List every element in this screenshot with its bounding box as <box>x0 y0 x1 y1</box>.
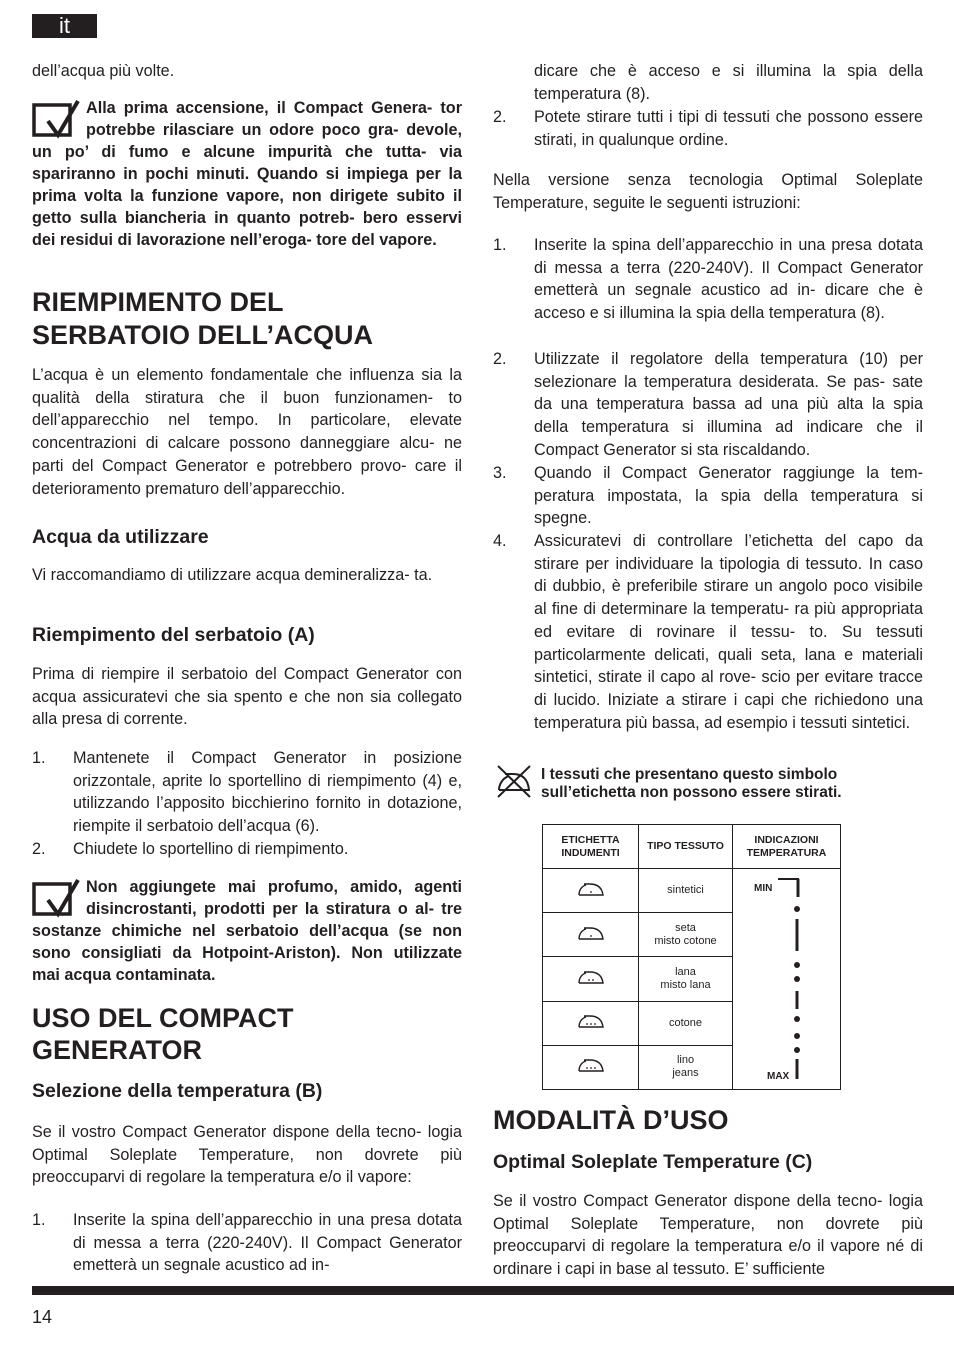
paragraph-prima-riempire: Prima di riempire il serbatoio del Compact Generator con acqua assicuratevi che sia spento e che non sia collegato alla presa di corrente. <box>32 665 462 729</box>
list-number: 4. <box>493 532 507 550</box>
table-row <box>543 869 841 913</box>
list-item <box>32 1209 462 1277</box>
tipo-cell <box>639 1045 733 1089</box>
footer-bar <box>32 1286 954 1295</box>
tipo-text: lana <box>675 965 696 978</box>
no-iron-notice-text: I tessuti che presentano questo simbolo sull’etichetta non possono essere stirati. <box>541 766 842 801</box>
paragraph-senza: Nella versione senza tecnologia Optimal Soleplate Temperature, seguite le seguenti istruzioni: <box>493 171 923 212</box>
iron-two-dots-icon <box>577 969 605 985</box>
checkmark-note-icon <box>32 876 82 920</box>
note-first-use-text: Alla prima accensione, il Compact Genera- tor potrebbe rilasciare un odore poco gra- devole, un po’ di fumo e alcune impurità che tutta- via spariranno in pochi minuti. Quando si impiega per la prima volta la funzione vapore, non dirigete subito il getto sulla biancheria in quanto potreb- bero esservi dei residui di lavorazione nell’eroga- tore del vapore. <box>32 99 462 249</box>
tipo-text: sintetici <box>667 884 704 897</box>
heading-selezione: Selezione della temperatura (B) <box>32 1080 323 1102</box>
max-label: MAX <box>767 1071 790 1082</box>
list-number: 1. <box>493 236 507 254</box>
heading-uso-line2: GENERATOR <box>32 1035 203 1065</box>
header-etichetta: ETICHETTA INDUMENTI <box>543 825 639 869</box>
iron-label-cell <box>543 913 639 957</box>
list-text: Potete stirare tutti i tipi di tessuti che possono essere stirati, in qualunque ordine. <box>534 108 923 149</box>
paragraph-optimal: Se il vostro Compact Generator dispone della tecno- logia Optimal Soleplate Temperature, non dovrete più preoccuparvi di regolare la temperatura e/o il vapore: <box>32 1123 462 1187</box>
header-indicazioni: INDICAZIONI TEMPERATURA <box>733 825 841 869</box>
heading-riempimento-line1: RIEMPIMENTO DEL <box>32 287 284 317</box>
list-text: Utilizzate il regolatore della temperatura (10) per selezionare la temperatura desiderata. Se pas- sate da una temperatura bassa ad una più alta la spia della temperatura si illumina ad indicare che il Compact Generator si sta riscaldando. <box>534 350 923 459</box>
iron-label-cell <box>543 957 639 1001</box>
language-tab: it <box>32 14 97 38</box>
page-number: 14 <box>32 1307 53 1327</box>
iron-three-dots-icon <box>577 1013 605 1029</box>
list-text: Inserite la spina dell’apparecchio in una presa dotata di messa a terra (220-240V). Il Compact Generator emetterà un segnale acustico ad in- dicare che è acceso e si illumina la spia della temperatura (8). <box>534 236 923 323</box>
min-label: MIN <box>754 883 773 894</box>
list-text: Assicuratevi di controllare l’etichetta del capo da stirare per individuare la tipologia di tessuto. In caso di dubbio, è preferibile stirare un angolo poco visibile al fine di determinare la temperatu- ra più appropriata ed evitare di rovinare il tessu- to. Su tessuti particolarmente delicati, quali seta, lana e materiali sintetici, stirate il capo al rove- scio per evitare tracce di lucido. Iniziate a stirare i capi che richiedono una temperatura più bassa, ad esempio i tessuti sintetici. <box>534 532 923 732</box>
list-item <box>32 747 462 838</box>
list-number: 2. <box>32 840 46 858</box>
tipo-cell <box>639 869 733 913</box>
heading-acqua-utilizzare: Acqua da utilizzare <box>32 526 209 548</box>
iron-label-cell <box>543 1045 639 1089</box>
heading-uso-line1: USO DEL COMPACT <box>32 1003 294 1033</box>
note-additives-text: Non aggiungete mai profumo, amido, agenti disincrostanti, prodotti per la stiratura o al- tre sostanze chimiche nel serbatoio dell’acqua (se non sono consigliati da Hotpoint-Ariston). Non utilizzate mai acqua contaminata. <box>32 878 462 984</box>
tipo-text: misto cotone <box>654 934 717 947</box>
no-iron-icon <box>495 762 533 800</box>
list-number: 1. <box>32 1211 46 1229</box>
heading-optimal: Optimal Soleplate Temperature (C) <box>493 1151 813 1173</box>
list-number: 2. <box>493 350 507 368</box>
header-tipo: TIPO TESSUTO <box>639 825 733 869</box>
tipo-text: cotone <box>668 1016 703 1029</box>
heading-riempimento-line2: SERBATOIO DELL’ACQUA <box>32 320 374 350</box>
list-text: Mantenete il Compact Generator in posizione orizzontale, aprite lo sportellino di riempimento (4) e, utilizzando l’apposito bicchierino fornito in dotazione, riempite il serbatoio dell’acqua (6). <box>73 749 462 836</box>
note-first-use <box>32 97 462 251</box>
list-number: 2. <box>493 108 507 126</box>
iron-one-dot-icon <box>577 881 605 897</box>
paragraph-acqua: L’acqua è un elemento fondamentale che influenza sia la qualità della stiratura che il buon funzionamen- to dell’apparecchio nel tempo. In particolare, elevate concentrazioni di calcare possono danneggiare alcu- ne parti del Compact Generator e potrebbero provo- care il deterioramento prematuro dell’apparecchio. <box>32 366 462 498</box>
paragraph-modalita: Se il vostro Compact Generator dispone della tecno- logia Optimal Soleplate Temperature, non dovrete più preoccuparvi di regolare la temperatura e/o il vapore né di ordinare i capi in base al tessuto. E’ sufficiente <box>493 1192 923 1279</box>
tipo-text: lino <box>676 1054 695 1067</box>
list-text: Inserite la spina dell’apparecchio in una presa dotata di messa a terra (220-240V). Il Compact Generator emetterà un segnale acustico ad in- <box>73 1211 462 1275</box>
list-text: Quando il Compact Generator raggiunge la tem- peratura impostata, la spia della temperatura si spegne. <box>534 464 923 528</box>
list-number: 1. <box>32 749 46 767</box>
list-item <box>493 106 923 151</box>
tipo-cell <box>639 913 733 957</box>
list-item <box>32 838 462 861</box>
list-number: 3. <box>493 464 507 482</box>
list-text: dicare che è acceso e si illumina la spia della temperatura (8). <box>534 62 923 103</box>
tipo-cell <box>639 957 733 1001</box>
iron-label-cell <box>543 1001 639 1045</box>
table-header-row <box>543 825 841 869</box>
temperature-scale-cell <box>733 869 841 1090</box>
checkmark-note-icon <box>32 97 82 141</box>
note-additives <box>32 876 462 986</box>
heading-riempimento-serbatoio: Riempimento del serbatoio (A) <box>32 624 315 646</box>
list-item <box>493 462 923 530</box>
temperature-table <box>542 824 841 1090</box>
no-iron-notice <box>493 766 923 802</box>
iron-label-cell <box>543 869 639 913</box>
tipo-text: misto lana <box>660 978 711 991</box>
iron-one-dot-icon <box>577 925 605 941</box>
list-item-continued <box>493 60 923 105</box>
list-text: Chiudete lo sportellino di riempimento. <box>73 840 349 858</box>
list-item <box>493 234 923 325</box>
temperature-scale <box>733 869 837 1089</box>
intro-paragraph: dell’acqua più volte. <box>32 62 175 80</box>
tipo-text: jeans <box>672 1067 699 1080</box>
tipo-cell <box>639 1001 733 1045</box>
list-item <box>493 530 923 734</box>
tipo-text: seta <box>675 921 696 934</box>
heading-modalita: MODALITÀ D’USO <box>493 1105 729 1135</box>
paragraph-demineralizzata: Vi raccomandiamo di utilizzare acqua demineralizza- ta. <box>32 566 433 584</box>
iron-three-dots-icon <box>577 1057 605 1073</box>
list-item <box>493 348 923 462</box>
